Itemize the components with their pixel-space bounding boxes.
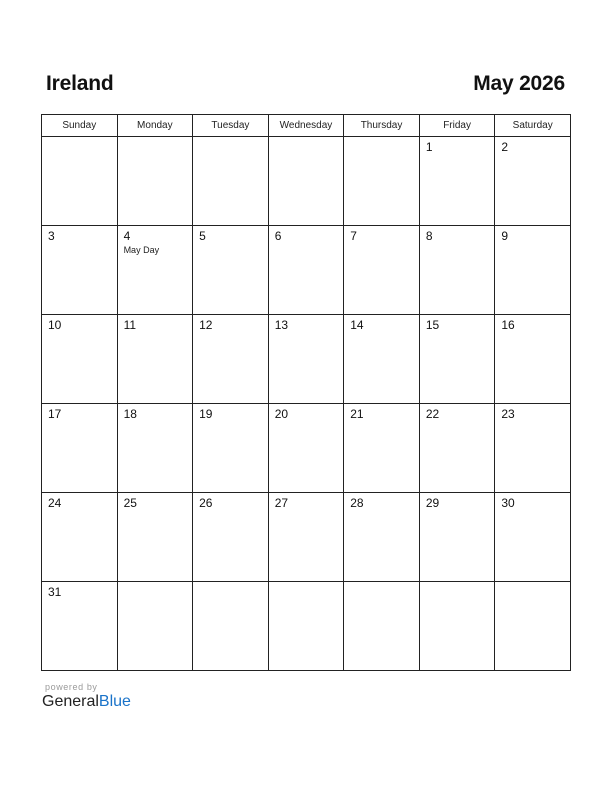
day-cell: [495, 315, 571, 404]
day-cell: [42, 137, 118, 226]
day-cell: [344, 493, 420, 582]
day-number: [118, 137, 193, 141]
day-number: 29: [425, 496, 440, 510]
weekday-friday: Friday: [419, 115, 495, 137]
day-cell: [193, 226, 269, 315]
day-cell: [495, 137, 571, 226]
day-number: 22: [425, 407, 440, 421]
week-row: [42, 404, 571, 493]
day-number: 14: [350, 318, 364, 332]
day-number: [118, 582, 193, 586]
day-number: 17: [48, 407, 62, 421]
day-number: 30: [501, 496, 515, 510]
day-number: 13: [274, 318, 289, 332]
weekday-header-row: [42, 115, 571, 137]
calendar-header: [41, 70, 571, 98]
weekday-tuesday: Tuesday: [193, 115, 269, 137]
day-number: 15: [425, 318, 440, 332]
day-cell: [117, 226, 193, 315]
day-cell: [344, 226, 420, 315]
day-cell: [419, 404, 495, 493]
day-number: 7: [350, 229, 357, 243]
day-number: 8: [425, 229, 433, 243]
day-cell: [344, 404, 420, 493]
day-number: 3: [48, 229, 55, 243]
weekday-sunday: Sunday: [42, 115, 118, 137]
day-cell: [42, 582, 118, 671]
day-cell: [419, 137, 495, 226]
holiday-label: May Day: [123, 245, 160, 255]
day-cell: [117, 582, 193, 671]
country-title: Ireland: [46, 72, 114, 95]
week-row: [42, 137, 571, 226]
day-cell: [268, 582, 344, 671]
day-number: 18: [123, 407, 137, 421]
day-cell: [117, 404, 193, 493]
day-cell: [193, 404, 269, 493]
day-cell: [117, 493, 193, 582]
day-number: 4: [123, 229, 131, 243]
day-number: [193, 582, 268, 586]
week-row: [42, 493, 571, 582]
week-row: [42, 582, 571, 671]
day-number: 21: [350, 407, 364, 421]
day-number: 25: [123, 496, 137, 510]
day-cell: [495, 404, 571, 493]
brand-general-text: General: [42, 693, 99, 710]
day-cell: [268, 493, 344, 582]
day-cell: [495, 582, 571, 671]
day-number: [269, 582, 344, 586]
day-number: 5: [199, 229, 206, 243]
day-number: [269, 137, 344, 141]
day-number: 10: [48, 318, 62, 332]
day-cell: [42, 226, 118, 315]
day-number: 6: [274, 229, 282, 243]
day-number: 11: [123, 318, 137, 332]
day-cell: [344, 315, 420, 404]
day-cell: [193, 582, 269, 671]
brand-logo[interactable]: [42, 693, 131, 711]
day-cell: [193, 137, 269, 226]
day-cell: [193, 315, 269, 404]
week-row: [42, 315, 571, 404]
day-cell: [117, 315, 193, 404]
day-cell: [42, 404, 118, 493]
day-cell: [117, 137, 193, 226]
weekday-wednesday: Wednesday: [268, 115, 344, 137]
day-cell: [495, 493, 571, 582]
day-cell: [344, 137, 420, 226]
week-row: [42, 226, 571, 315]
day-number: 20: [274, 407, 289, 421]
day-number: 26: [199, 496, 213, 510]
weekday-monday: Monday: [117, 115, 193, 137]
day-cell: [193, 493, 269, 582]
day-cell: [495, 226, 571, 315]
footer-branding: [42, 682, 131, 711]
day-number: 19: [199, 407, 213, 421]
day-number: 12: [199, 318, 213, 332]
day-cell: [268, 315, 344, 404]
day-cell: [419, 226, 495, 315]
day-number: 2: [501, 140, 509, 154]
day-number: 27: [274, 496, 289, 510]
day-cell: [344, 582, 420, 671]
weekday-thursday: Thursday: [344, 115, 420, 137]
day-cell: [419, 315, 495, 404]
day-cell: [268, 404, 344, 493]
day-number: 1: [425, 140, 433, 154]
day-number: [344, 137, 419, 141]
day-number: [344, 582, 419, 586]
day-number: 28: [350, 496, 364, 510]
day-cell: [42, 493, 118, 582]
day-number: [193, 137, 268, 141]
month-year-title: May 2026: [473, 72, 565, 95]
weekday-saturday: Saturday: [495, 115, 571, 137]
day-cell: [419, 582, 495, 671]
day-number: 9: [501, 229, 509, 243]
day-cell: [268, 226, 344, 315]
day-cell: [419, 493, 495, 582]
day-number: 31: [48, 585, 62, 599]
calendar-grid: [41, 114, 571, 671]
day-number: 16: [501, 318, 515, 332]
day-number: 23: [501, 407, 515, 421]
brand-blue-text: Blue: [98, 693, 131, 710]
day-cell: [268, 137, 344, 226]
powered-by-label: powered by: [45, 682, 98, 692]
day-number: [495, 582, 570, 586]
day-number: [42, 137, 117, 141]
day-number: [420, 582, 495, 586]
day-number: 24: [48, 496, 62, 510]
day-cell: [42, 315, 118, 404]
